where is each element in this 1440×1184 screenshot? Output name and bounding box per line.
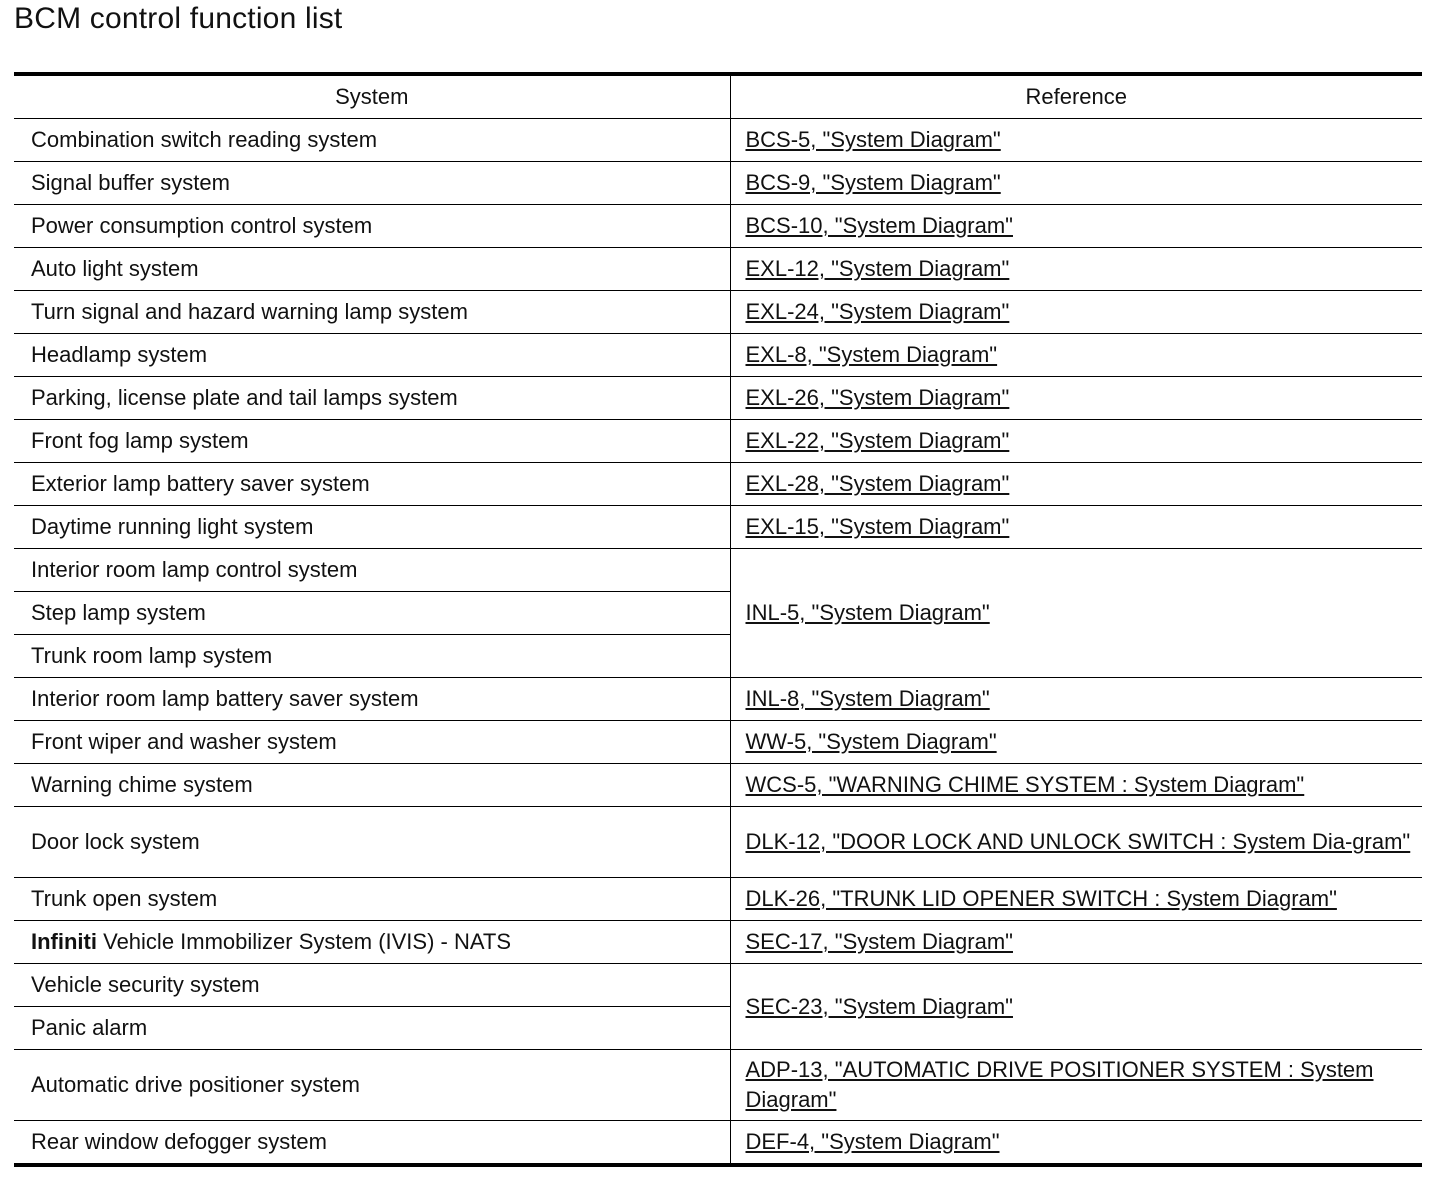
table-row: [14, 506, 1422, 549]
reference-link[interactable]: EXL-28, "System Diagram": [745, 471, 1010, 496]
table-row: [14, 1050, 1422, 1121]
reference-link[interactable]: WCS-5, "WARNING CHIME SYSTEM : System Diagram": [745, 772, 1305, 797]
system-cell: Front wiper and washer system: [14, 721, 730, 764]
system-cell: Warning chime system: [14, 764, 730, 807]
system-cell: Daytime running light system: [14, 506, 730, 549]
reference-link[interactable]: DLK-12, "DOOR LOCK AND UNLOCK SWITCH : System Dia-gram": [745, 829, 1411, 854]
reference-cell: [730, 549, 1422, 678]
table-row: [14, 377, 1422, 420]
system-cell: Door lock system: [14, 807, 730, 878]
reference-link[interactable]: INL-8, "System Diagram": [745, 686, 990, 711]
page-title: BCM control function list: [14, 2, 343, 35]
system-cell: Parking, license plate and tail lamps system: [14, 377, 730, 420]
reference-cell: [730, 921, 1422, 964]
reference-cell: [730, 764, 1422, 807]
system-name-rest: Vehicle Immobilizer System (IVIS) - NATS: [103, 929, 512, 954]
reference-link[interactable]: EXL-26, "System Diagram": [745, 385, 1010, 410]
system-cell: Vehicle security system: [14, 964, 730, 1007]
table-row: [14, 119, 1422, 162]
reference-cell: [730, 506, 1422, 549]
reference-cell: [730, 878, 1422, 921]
system-cell: Turn signal and hazard warning lamp system: [14, 291, 730, 334]
reference-link[interactable]: DLK-26, "TRUNK LID OPENER SWITCH : System Diagram": [745, 886, 1337, 911]
system-cell: Headlamp system: [14, 334, 730, 377]
table-row: [14, 549, 1422, 592]
reference-cell: [730, 205, 1422, 248]
table-row: [14, 878, 1422, 921]
column-header-reference: Reference: [730, 74, 1422, 119]
table-row: [14, 420, 1422, 463]
table-row: [14, 162, 1422, 205]
system-cell: Signal buffer system: [14, 162, 730, 205]
reference-link[interactable]: SEC-23, "System Diagram": [745, 993, 1013, 1019]
system-cell: Combination switch reading system: [14, 119, 730, 162]
reference-link[interactable]: SEC-17, "System Diagram": [745, 929, 1013, 954]
system-cell: Step lamp system: [14, 592, 730, 635]
system-cell: Interior room lamp battery saver system: [14, 678, 730, 721]
reference-cell: [730, 721, 1422, 764]
reference-link[interactable]: EXL-22, "System Diagram": [745, 428, 1010, 453]
reference-cell: [730, 334, 1422, 377]
table-row: [14, 678, 1422, 721]
system-cell: Interior room lamp control system: [14, 549, 730, 592]
table-row: [14, 764, 1422, 807]
system-cell: Panic alarm: [14, 1007, 730, 1050]
reference-link[interactable]: EXL-8, "System Diagram": [745, 342, 998, 367]
system-cell: Rear window defogger system: [14, 1121, 730, 1166]
reference-cell: [730, 1050, 1422, 1121]
system-cell: [14, 921, 730, 964]
reference-cell: [730, 964, 1422, 1050]
table-row: [14, 334, 1422, 377]
reference-cell: [730, 807, 1422, 878]
reference-link[interactable]: DEF-4, "System Diagram": [745, 1129, 1000, 1154]
system-cell: Trunk open system: [14, 878, 730, 921]
table-row: [14, 807, 1422, 878]
reference-cell: [730, 291, 1422, 334]
brand-name: Infiniti: [31, 929, 97, 954]
reference-link[interactable]: BCS-10, "System Diagram": [745, 213, 1013, 238]
reference-link[interactable]: WW-5, "System Diagram": [745, 729, 997, 754]
system-cell: Power consumption control system: [14, 205, 730, 248]
bcm-function-table: [14, 72, 1422, 1167]
reference-cell: [730, 678, 1422, 721]
reference-cell: [730, 463, 1422, 506]
reference-cell: [730, 119, 1422, 162]
reference-link[interactable]: BCS-9, "System Diagram": [745, 170, 1001, 195]
table-row: [14, 721, 1422, 764]
reference-link[interactable]: ADP-13, "AUTOMATIC DRIVE POSITIONER SYSTEM : System Diagram": [745, 1057, 1374, 1112]
column-header-system: System: [14, 74, 730, 119]
reference-link[interactable]: EXL-15, "System Diagram": [745, 514, 1010, 539]
system-cell: Exterior lamp battery saver system: [14, 463, 730, 506]
table-header-row: [14, 74, 1422, 119]
table-row: [14, 463, 1422, 506]
table-row: [14, 291, 1422, 334]
reference-link[interactable]: INL-5, "System Diagram": [745, 600, 990, 625]
system-cell: Automatic drive positioner system: [14, 1050, 730, 1121]
system-cell: Front fog lamp system: [14, 420, 730, 463]
table-row: [14, 248, 1422, 291]
reference-link[interactable]: EXL-24, "System Diagram": [745, 299, 1010, 324]
reference-cell: [730, 420, 1422, 463]
reference-cell: [730, 248, 1422, 291]
reference-link[interactable]: BCS-5, "System Diagram": [745, 127, 1001, 152]
table-row: [14, 921, 1422, 964]
table-row: [14, 205, 1422, 248]
reference-cell: [730, 377, 1422, 420]
reference-cell: [730, 162, 1422, 205]
table-row: [14, 964, 1422, 1007]
system-cell: Auto light system: [14, 248, 730, 291]
table-row: [14, 1121, 1422, 1166]
reference-cell: [730, 1121, 1422, 1166]
system-cell: Trunk room lamp system: [14, 635, 730, 678]
reference-link[interactable]: EXL-12, "System Diagram": [745, 256, 1010, 281]
